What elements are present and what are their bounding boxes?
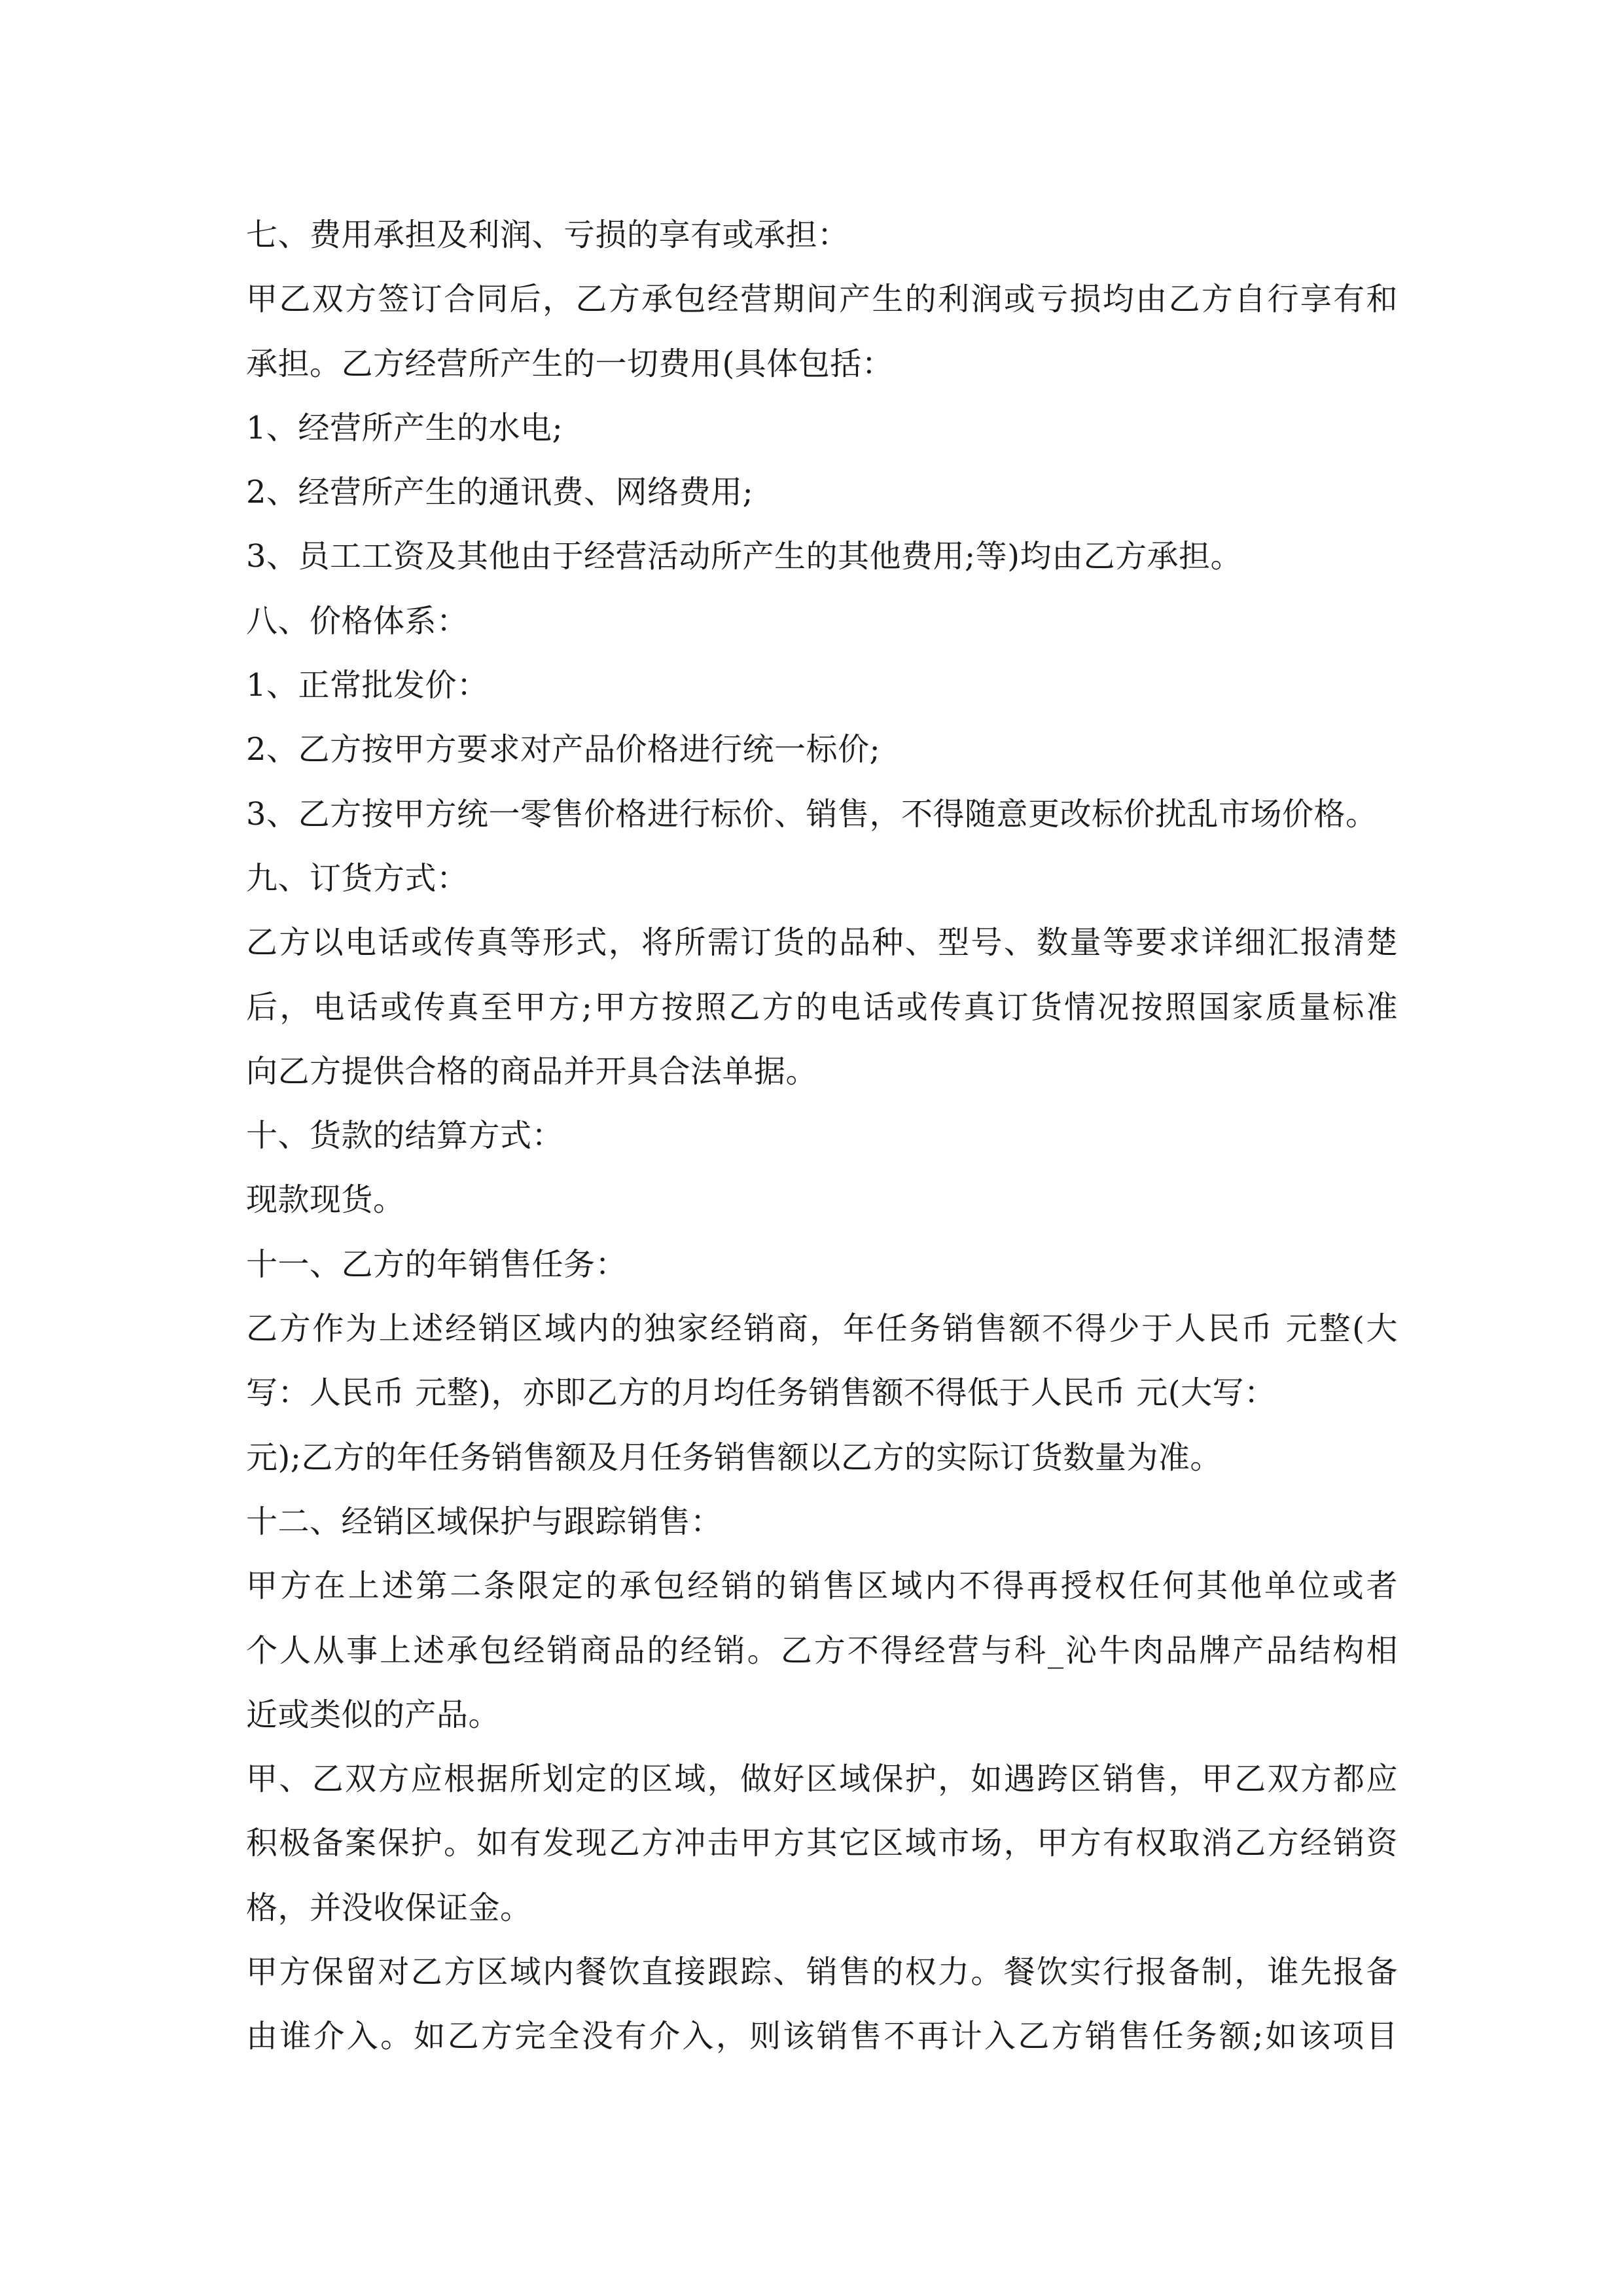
paragraph-line: 乙方作为上述经销区域内的独家经销商，年任务销售额不得少于人民币 元整(大 bbox=[246, 1310, 1398, 1348]
paragraph-line: 甲方保留对乙方区域内餐饮直接跟踪、销售的权力。餐饮实行报备制，谁先报备 bbox=[246, 1954, 1398, 1991]
paragraph-line: 乙方以电话或传真等形式，将所需订货的品种、型号、数量等要求详细汇报清楚 bbox=[246, 924, 1398, 961]
paragraph-line: 后，电话或传真至甲方;甲方按照乙方的电话或传真订货情况按照国家质量标准 bbox=[246, 988, 1398, 1026]
section-heading-7: 七、费用承担及利润、亏损的享有或承担： bbox=[246, 217, 849, 253]
list-item: 1、经营所产生的水电; bbox=[246, 409, 563, 446]
list-item: 3、员工工资及其他由于经营活动所产生的其他费用;等)均由乙方承担。 bbox=[246, 538, 1242, 575]
section-heading-11: 十一、乙方的年销售任务： bbox=[246, 1246, 628, 1283]
list-item: 1、正常批发价： bbox=[246, 667, 489, 704]
paragraph-line: 向乙方提供合格的商品并开具合法单据。 bbox=[246, 1052, 818, 1090]
paragraph-line: 甲方在上述第二条限定的承包经销的销售区域内不得再授权任何其他单位或者 bbox=[246, 1568, 1398, 1605]
list-item: 2、乙方按甲方要求对产品价格进行统一标价; bbox=[246, 731, 881, 768]
list-item: 3、乙方按甲方统一零售价格进行标价、销售，不得随意更改标价扰乱市场价格。 bbox=[246, 795, 1378, 833]
paragraph-line: 甲乙双方签订合同后，乙方承包经营期间产生的利润或亏损均由乙方自行享有和 bbox=[246, 281, 1398, 318]
paragraph-line: 近或类似的产品。 bbox=[246, 1696, 501, 1733]
paragraph-line: 元);乙方的年任务销售额及月任务销售额以乙方的实际订货数量为准。 bbox=[246, 1439, 1222, 1476]
paragraph-line: 积极备案保护。如有发现乙方冲击甲方其它区域市场，甲方有权取消乙方经销资 bbox=[246, 1825, 1398, 1862]
paragraph-line: 格，并没收保证金。 bbox=[246, 1889, 532, 1926]
section-heading-10: 十、货款的结算方式： bbox=[246, 1117, 564, 1155]
paragraph-line: 个人从事上述承包经销商品的经销。乙方不得经营与科_沁牛肉品牌产品结构相 bbox=[246, 1632, 1398, 1669]
section-heading-9: 九、订货方式： bbox=[246, 859, 469, 897]
paragraph-line: 由谁介入。如乙方完全没有介入，则该销售不再计入乙方销售任务额;如该项目 bbox=[246, 2018, 1398, 2055]
paragraph-line: 写：人民币 元整)，亦即乙方的月均任务销售额不得低于人民币 元(大写： bbox=[246, 1374, 1276, 1412]
paragraph-line: 甲、乙双方应根据所划定的区域，做好区域保护，如遇跨区销售，甲乙双方都应 bbox=[246, 1761, 1398, 1798]
paragraph-line: 承担。乙方经营所产生的一切费用(具体包括： bbox=[246, 345, 894, 382]
section-heading-8: 八、价格体系： bbox=[246, 602, 469, 639]
paragraph-line: 现款现货。 bbox=[246, 1181, 405, 1219]
list-item: 2、经营所产生的通讯费、网络费用; bbox=[246, 474, 754, 511]
section-heading-12: 十二、经销区域保护与跟踪销售： bbox=[246, 1503, 722, 1540]
document-body bbox=[246, 203, 1398, 2069]
